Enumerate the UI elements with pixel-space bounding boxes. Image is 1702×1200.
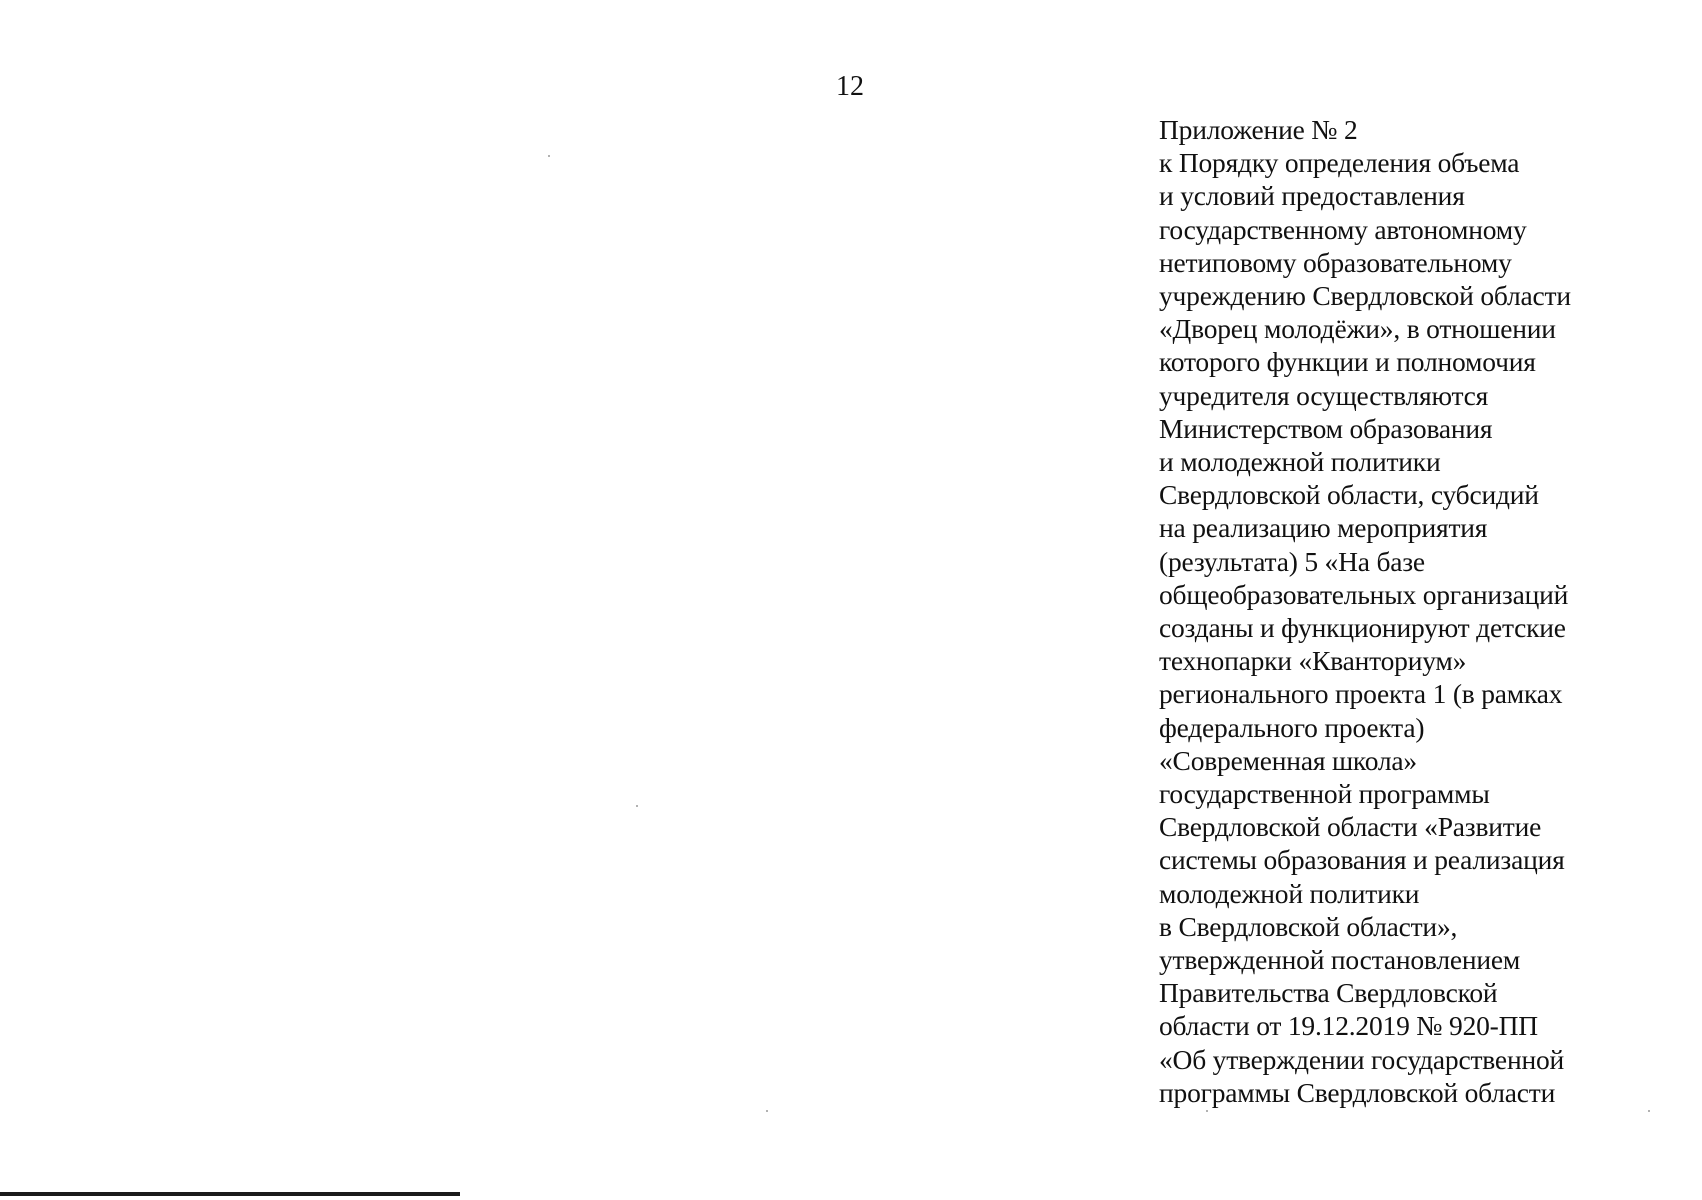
appendix-line: системы образования и реализация (1159, 844, 1565, 876)
appendix-line: нетиповому образовательному (1159, 246, 1512, 278)
appendix-line: на реализацию мероприятия (1159, 512, 1488, 544)
appendix-line: и молодежной политики (1159, 446, 1441, 478)
appendix-line: которого функции и полномочия (1159, 346, 1536, 378)
scan-speck (636, 805, 638, 807)
appendix-line: утвержденной постановлением (1159, 944, 1521, 976)
scan-speck (1206, 1110, 1208, 1112)
appendix-line: Министерством образования (1159, 412, 1493, 444)
appendix-line: Свердловской области, субсидий (1159, 479, 1539, 511)
appendix-line: «Современная школа» (1159, 744, 1417, 776)
appendix-line: (результата) 5 «На базе (1159, 545, 1425, 577)
appendix-line: Правительства Свердловской (1159, 977, 1498, 1009)
appendix-header-block (1159, 113, 1629, 1109)
appendix-line: области от 19.12.2019 № 920-ПП (1159, 1010, 1538, 1042)
page-number: 12 (836, 71, 864, 102)
appendix-line: Свердловской области «Развитие (1159, 811, 1542, 843)
appendix-line: к Порядку определения объема (1159, 147, 1520, 179)
bottom-edge-rule (0, 1192, 460, 1196)
appendix-line: федерального проекта) (1159, 711, 1425, 743)
appendix-line: общеобразовательных организаций (1159, 578, 1569, 610)
appendix-line: и условий предоставления (1159, 180, 1465, 212)
appendix-line: созданы и функционируют детские (1159, 612, 1566, 644)
appendix-line: технопарки «Кванториум» (1159, 645, 1467, 677)
appendix-line: государственному автономному (1159, 213, 1527, 245)
scan-speck (548, 155, 550, 157)
appendix-line: учредителя осуществляются (1159, 379, 1489, 411)
appendix-line: «Дворец молодёжи», в отношении (1159, 313, 1556, 345)
scan-speck (1648, 1110, 1650, 1112)
appendix-line: учреждению Свердловской области (1159, 280, 1571, 312)
scan-speck (766, 1110, 768, 1112)
appendix-line: Приложение № 2 (1159, 114, 1358, 145)
appendix-line: государственной программы (1159, 778, 1490, 810)
appendix-line: программы Свердловской области (1159, 1076, 1556, 1108)
appendix-line: в Свердловской области», (1159, 910, 1458, 942)
appendix-line: регионального проекта 1 (в рамках (1159, 678, 1563, 710)
appendix-line: «Об утверждении государственной (1159, 1043, 1565, 1075)
appendix-line: молодежной политики (1159, 877, 1420, 909)
